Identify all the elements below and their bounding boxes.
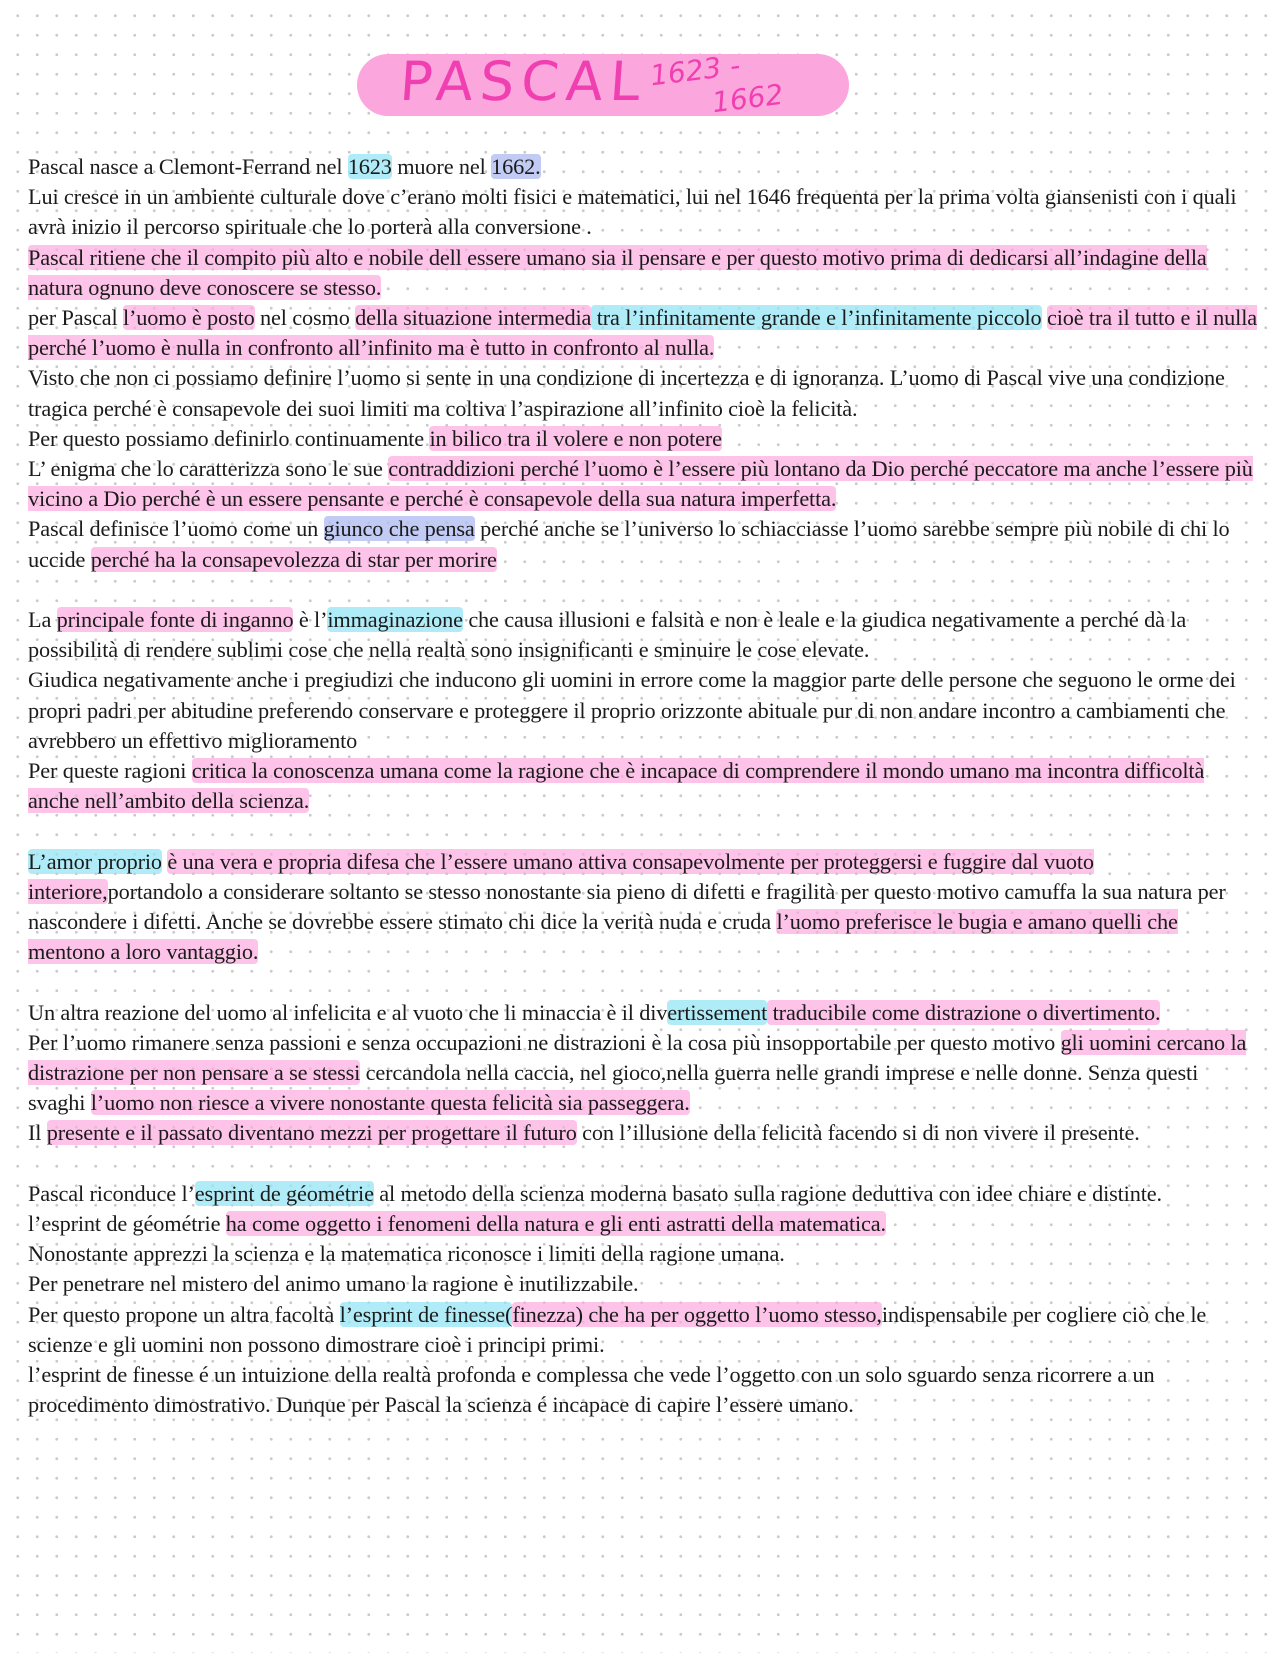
paragraph-distrazione <box>28 1028 1260 1119</box>
highlighted-text: principale fonte di inganno <box>56 607 294 633</box>
paragraph-pregiudizi <box>28 665 1260 756</box>
highlighted-text: ertissement <box>667 999 768 1025</box>
highlighted-text: 1623 <box>347 154 392 179</box>
page-title: PASCAL <box>397 50 650 113</box>
highlighted-text: contraddizioni perché l’uomo è l’essere più lontano da Dio perché peccatore ma anche l’essere più vicino a Dio perché è un essere pensante e perché è consapevole della sua natura imperfetta. <box>28 456 1253 512</box>
highlighted-text: Pascal ritiene che il compito più alto e nobile dell essere umano sia il pensare e per questo motivo prima di dedicarsi all’indagine della natura ognuno deve conoscere se stesso. <box>28 244 1207 300</box>
paragraph-culture <box>28 182 1260 242</box>
text-segment: Il <box>28 1120 47 1146</box>
text-segment: Pascal riconduce l’ <box>28 1180 195 1206</box>
paragraph-finesse-intuizione <box>28 1360 1260 1420</box>
text-segment: Per questo propone un altra facoltà <box>28 1301 340 1327</box>
highlighted-text: perché ha la consapevolezza di star per morire <box>90 546 497 572</box>
paragraph-finesse <box>28 1300 1260 1360</box>
text-segment: Pascal definisce l’uomo come un <box>28 516 324 542</box>
highlighted-text: critica la conoscenza umana come la ragione che è incapace di comprendere il mondo umano ma incontra difficoltà anche nell’ambito della scienza. <box>28 758 1205 814</box>
paragraph-mistero <box>28 1269 1260 1299</box>
text-segment: La <box>28 607 57 633</box>
highlighted-text: è una vera e propria difesa che l’essere umano attiva consapevolmente per proteggersi e fuggire dal vuoto interiore, <box>28 848 1094 904</box>
text-segment: è l’ <box>293 607 328 633</box>
text-segment: perché anche se l’universo lo schiacciasse l’uomo sarebbe sempre più nobile di chi lo uccide <box>28 516 1230 572</box>
paragraph-amor-proprio <box>28 847 1260 968</box>
title-year-death: 1662 <box>710 77 786 120</box>
highlighted-text: immaginazione <box>327 607 463 633</box>
text-segment: nel cosmo <box>254 305 356 331</box>
highlighted-text: esprint de géométrie <box>194 1180 374 1206</box>
paragraph-divertissement <box>28 998 1260 1028</box>
text-segment: indispensabile per cogliere ciò che le scienze e gli uomini non possono dimostrare cioè i principi primi. <box>28 1301 1207 1357</box>
paragraph-uncertainty <box>28 363 1260 423</box>
highlighted-text: 1662. <box>491 154 541 179</box>
text-segment: Lui cresce in un ambiente culturale dove c’erano molti fisici e matematici, lui nel 1646 frequenta per la prima volta giansenisti con i quali avrà inizio il percorso spirituale che lo porterà alla conversione . <box>28 184 1237 240</box>
text-segment: l’esprint de géométrie <box>28 1211 226 1237</box>
text-segment: per Pascal <box>28 305 123 331</box>
text-segment: L’ enigma che lo caratterizza sono le sue <box>28 456 389 482</box>
text-segment: l’esprint de finesse é un intuizione della realtà profonda e complessa che vede l’oggetto con un solo sguardo senza ricorrere a un procedimento dimostrativo. Dunque per Pascal la scienza é incapace di capire l’essere umano. <box>28 1362 1155 1418</box>
text-segment: Per l’uomo rimanere senza passioni e senza occupazioni ne distrazioni è la cosa più insopportabile per questo motivo <box>28 1029 1061 1055</box>
paragraph-conoscenza <box>28 756 1260 816</box>
paragraph-cosmos <box>28 303 1260 363</box>
paragraph-geometrie <box>28 1179 1260 1209</box>
highlighted-text: in bilico tra il volere e non potere <box>429 425 722 451</box>
title-year-birth: 1623 - <box>648 48 742 93</box>
text-segment: al metodo della scienza moderna basato sulla ragione deduttiva con idee chiare e distinte. <box>373 1180 1162 1206</box>
text-segment: portandolo a considerare soltanto se stesso nonostante sia pieno di difetti e fragilità per questo motivo camuffa la sua natura per nascondere i difetti. Anche se dovrebbe essere stimato chi dice la verità nuda e cruda <box>28 878 1226 935</box>
text-segment: che causa illusioni e falsità e non è leale e la giudica negativamente a perché dà la possibilità di rendere sublimi cose che nella realtà sono insignificanti e sminuire le cose elevate. <box>28 607 1187 663</box>
paragraph-giunco <box>28 514 1260 574</box>
highlighted-text: giunco che pensa <box>323 516 475 542</box>
text-segment: Per penetrare nel mistero del animo umano la ragione è inutilizzabile. <box>28 1271 639 1297</box>
text-segment: Per queste ragioni <box>28 758 192 784</box>
paragraph-thinking <box>28 243 1260 303</box>
text-segment: Giudica negativamente anche i pregiudizi che inducono gli uomini in errore come la maggior parte delle persone che seguono le orme dei propri padri per abitudine preferendo conservare e proteggere il proprio orizzonte abituale pur di non andare incontro a cambiamenti che avrebbero un effettivo miglioramento <box>28 667 1236 753</box>
text-segment: Pascal nasce a Clemont-Ferrand nel <box>28 154 348 179</box>
paragraph-in-bilico <box>28 424 1260 454</box>
highlighted-text: della situazione intermedia <box>355 305 592 331</box>
text-segment: Visto che non ci possiamo definire l’uomo si sente in una condizione di incertezza e di ignoranza. L’uomo di Pascal vive una condizione tragica perché è consapevole dei suoi limiti ma coltiva l’aspirazione all’infinito cioè la felicità. <box>28 365 1225 421</box>
text-segment: muore nel <box>391 154 492 179</box>
highlighted-text: L’amor proprio <box>28 848 162 874</box>
year-birth-value: 1623 <box>648 50 724 93</box>
highlighted-text: l’esprint de finesse( <box>339 1301 513 1327</box>
paragraph-presente <box>28 1118 1260 1148</box>
highlighted-text: l’uomo preferisce le bugia e amano quelli che mentono a loro vantaggio. <box>28 909 1178 965</box>
highlighted-text: tra l’infinitamente grande e l’infinitamente piccolo <box>591 305 1042 331</box>
notes-body <box>28 152 1260 1420</box>
highlighted-text: l’uomo è posto <box>122 305 255 331</box>
highlighted-text: traducibile come distrazione o divertimento. <box>767 999 1161 1025</box>
highlighted-text: l’uomo non riesce a vivere nonostante questa felicità sia passeggera. <box>90 1090 690 1116</box>
text-segment: Per questo possiamo definirlo continuamente <box>28 425 430 451</box>
highlighted-text: ha come oggetto i fenomeni della natura e gli enti astratti della matematica. <box>225 1211 886 1237</box>
highlighted-text: presente e il passato diventano mezzi per progettare il futuro <box>46 1120 577 1146</box>
paragraph-enigma <box>28 454 1260 514</box>
highlighted-text: finezza) che ha per oggetto l’uomo stesso, <box>512 1301 882 1327</box>
paragraph-limiti <box>28 1239 1260 1269</box>
text-segment: Nonostante apprezzi la scienza e la matematica riconosce i limiti della ragione umana. <box>28 1241 785 1267</box>
paragraph-immaginazione <box>28 605 1260 665</box>
text-segment: Un altra reazione del uomo al infelicita e al vuoto che li minaccia è il div <box>28 999 668 1025</box>
highlighted-text: cioè tra il tutto e il nulla perché l’uomo è nulla in confronto all’infinito ma è tutto in confronto al nulla. <box>28 305 1257 361</box>
paragraph-birth <box>28 152 1260 182</box>
paragraph-geometrie-oggetto <box>28 1209 1260 1239</box>
highlighted-text: gli uomini cercano la distrazione per non pensare a se stessi <box>28 1029 1247 1086</box>
text-segment: cercandola nella caccia, nel gioco,nella guerra nelle grandi imprese e nelle donne. Senza questi svaghi <box>28 1060 1199 1116</box>
text-segment: con l’illusione della felicità facendo si di non vivere il presente. <box>576 1120 1140 1146</box>
